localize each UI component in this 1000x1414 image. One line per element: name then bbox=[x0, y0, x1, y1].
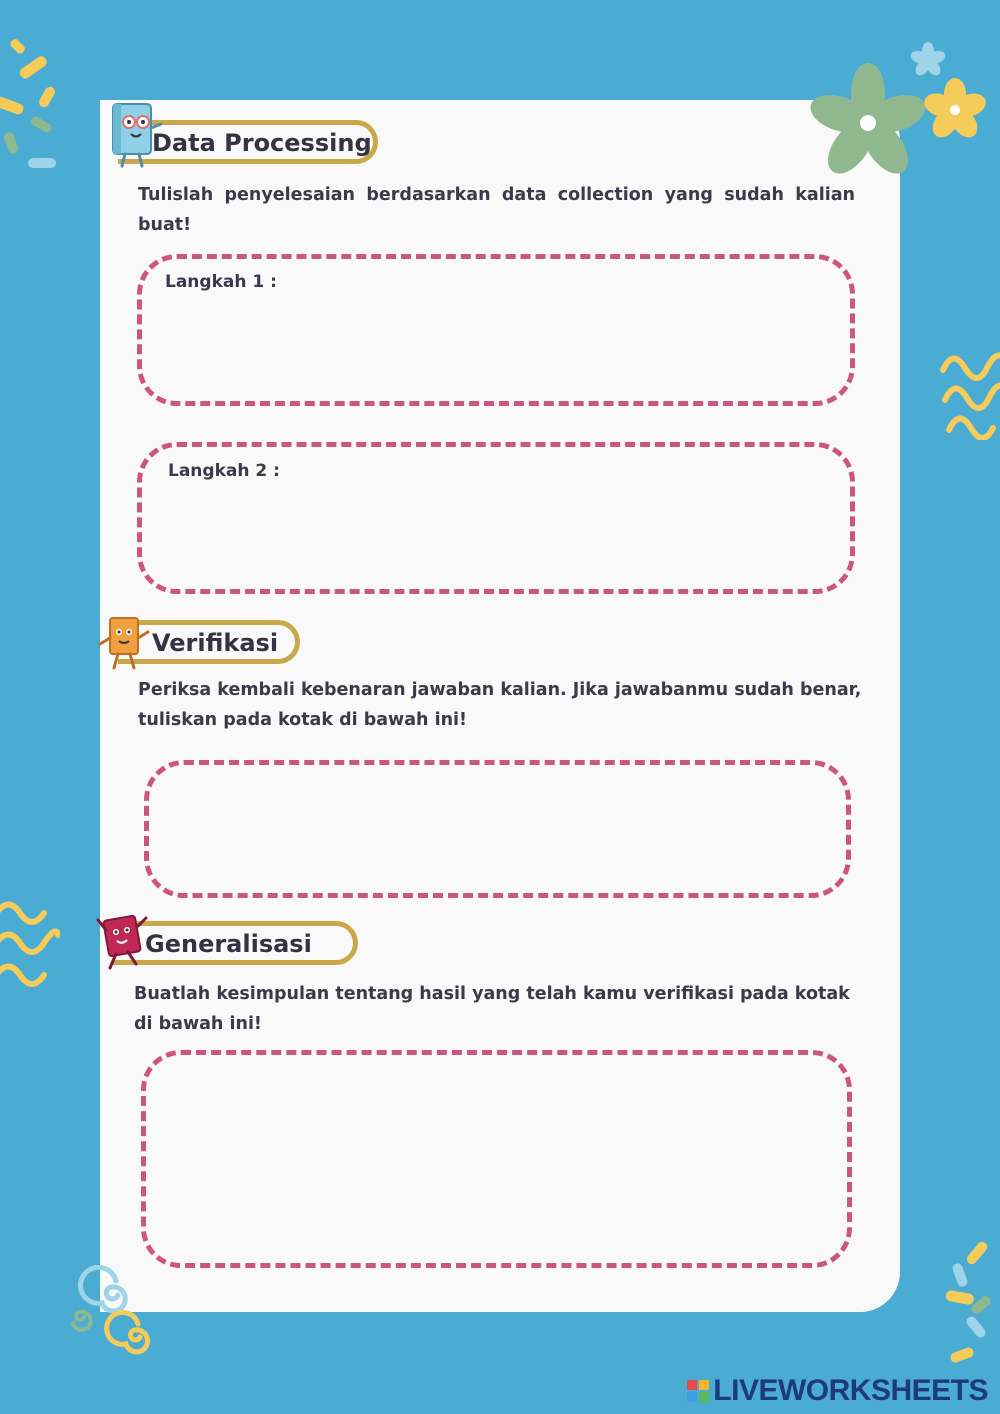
red-book-mascot-icon bbox=[94, 912, 150, 972]
squiggle-right-decoration bbox=[935, 340, 1000, 440]
orange-book-mascot-icon bbox=[98, 614, 150, 672]
spiral-decoration bbox=[60, 1265, 170, 1375]
verifikasi-instruction-line1: Periksa kembali kebenaran jawaban kalian. Jika jawabanmu sudah benar, bbox=[138, 680, 862, 700]
data-processing-instruction: Tulislah penyelesaian berdasarkan data collection yang sudah kalian buat! bbox=[138, 185, 855, 235]
confetti-top-left-decoration bbox=[0, 30, 70, 180]
step1-label: Langkah 1 : bbox=[165, 272, 277, 292]
verifikasi-answer-box[interactable] bbox=[144, 760, 851, 898]
data-processing-title: Data Processing bbox=[152, 129, 372, 157]
generalisasi-answer-box[interactable] bbox=[141, 1050, 852, 1268]
liveworksheets-mark-icon bbox=[687, 1380, 709, 1402]
generalisasi-instruction-line2: di bawah ini! bbox=[134, 1014, 262, 1034]
verifikasi-title: Verifikasi bbox=[152, 629, 279, 657]
squiggle-left-decoration bbox=[0, 895, 60, 995]
generalisasi-title: Generalisasi bbox=[145, 930, 312, 958]
flower-decoration bbox=[810, 35, 1000, 180]
liveworksheets-logo[interactable] bbox=[687, 1374, 988, 1408]
confetti-bottom-right-decoration bbox=[940, 1240, 1000, 1390]
book-mascot-glasses-icon bbox=[105, 100, 167, 168]
generalisasi-instruction-line1: Buatlah kesimpulan tentang hasil yang telah kamu verifikasi pada kotak bbox=[134, 984, 850, 1004]
step2-label: Langkah 2 : bbox=[168, 461, 280, 481]
verifikasi-instruction-line2: tuliskan pada kotak di bawah ini! bbox=[138, 710, 468, 730]
liveworksheets-logo-text: LIVEWORKSHEETS bbox=[713, 1374, 988, 1407]
